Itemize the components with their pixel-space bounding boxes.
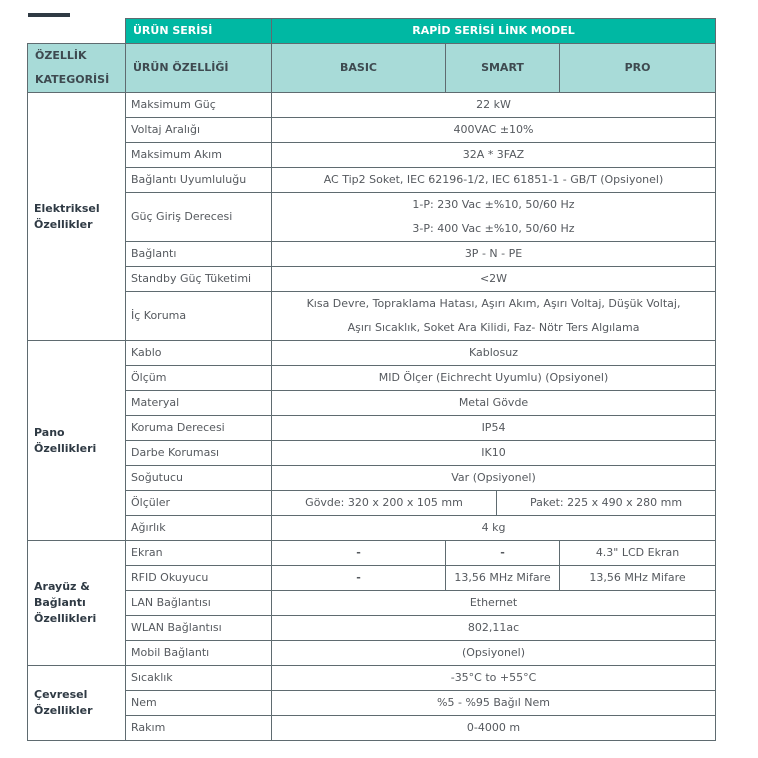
value-line: Aşırı Sıcaklık, Soket Ara Kilidi, Faz- Nötr Ters Algılama bbox=[347, 321, 640, 334]
value-smart: - bbox=[446, 541, 560, 566]
feature-value: 400VAC ±10% bbox=[272, 118, 716, 143]
feature-value-dimensions bbox=[272, 491, 716, 516]
feature-value bbox=[272, 292, 716, 341]
feature-label: İç Koruma bbox=[126, 292, 272, 341]
feature-value: 0-4000 m bbox=[272, 716, 716, 741]
value-line: 1-P: 230 Vac ±%10, 50/60 Hz bbox=[412, 198, 575, 211]
feature-value: IK10 bbox=[272, 441, 716, 466]
feature-value: 22 kW bbox=[272, 93, 716, 118]
feature-value: Var (Opsiyonel) bbox=[272, 466, 716, 491]
header-ozellik-kategorisi bbox=[28, 44, 126, 93]
category-line: Pano bbox=[34, 425, 65, 439]
feature-label: Sıcaklık bbox=[126, 666, 272, 691]
feature-label: LAN Bağlantısı bbox=[126, 591, 272, 616]
feature-value: Kablosuz bbox=[272, 341, 716, 366]
header-blank bbox=[28, 19, 126, 44]
table-row bbox=[28, 193, 716, 242]
feature-value: 3P - N - PE bbox=[272, 242, 716, 267]
category-line: Arayüz & bbox=[34, 580, 90, 593]
table-row bbox=[28, 292, 716, 341]
spec-table bbox=[27, 18, 716, 741]
table-row bbox=[28, 691, 716, 716]
category-line: Özellikleri bbox=[34, 441, 97, 455]
table-row bbox=[28, 391, 716, 416]
feature-value: IP54 bbox=[272, 416, 716, 441]
header-urun-ozelligi: ÜRÜN ÖZELLİĞİ bbox=[126, 44, 272, 93]
category-elektriksel bbox=[28, 93, 126, 341]
feature-label: Standby Güç Tüketimi bbox=[126, 267, 272, 292]
feature-value bbox=[272, 193, 716, 242]
table-row bbox=[28, 716, 716, 741]
category-line: Elektriksel bbox=[34, 201, 100, 215]
header-basic: BASIC bbox=[272, 44, 446, 93]
feature-label: Maksimum Güç bbox=[126, 93, 272, 118]
feature-label: Darbe Koruması bbox=[126, 441, 272, 466]
value-basic: - bbox=[272, 541, 446, 566]
feature-label: Ölçüm bbox=[126, 366, 272, 391]
value-basic: - bbox=[272, 566, 446, 591]
table-row bbox=[28, 491, 716, 516]
feature-label: Materyal bbox=[126, 391, 272, 416]
table-row bbox=[28, 666, 716, 691]
dimensions-split bbox=[272, 491, 715, 515]
table-row bbox=[28, 641, 716, 666]
table-row bbox=[28, 168, 716, 193]
decorative-bar bbox=[28, 13, 70, 17]
feature-value: (Opsiyonel) bbox=[272, 641, 716, 666]
feature-value: AC Tip2 Soket, IEC 62196-1/2, IEC 61851-1 - GB/T (Opsiyonel) bbox=[272, 168, 716, 193]
table-row bbox=[28, 441, 716, 466]
header-smart: SMART bbox=[446, 44, 560, 93]
table-row bbox=[28, 366, 716, 391]
feature-value: MID Ölçer (Eichrecht Uyumlu) (Opsiyonel) bbox=[272, 366, 716, 391]
category-line: Özellikler bbox=[34, 704, 93, 717]
feature-label: Maksimum Akım bbox=[126, 143, 272, 168]
value-smart: 13,56 MHz Mifare bbox=[446, 566, 560, 591]
category-line: Özellikleri bbox=[34, 612, 97, 625]
table-row bbox=[28, 566, 716, 591]
header-row-series bbox=[28, 19, 716, 44]
feature-label: Kablo bbox=[126, 341, 272, 366]
feature-label: Bağlantı Uyumluluğu bbox=[126, 168, 272, 193]
header-pro: PRO bbox=[560, 44, 716, 93]
feature-label: Ağırlık bbox=[126, 516, 272, 541]
table-row bbox=[28, 242, 716, 267]
category-line: Özellikler bbox=[34, 217, 93, 231]
header-urun-serisi: ÜRÜN SERİSİ bbox=[126, 19, 272, 44]
feature-label: Ekran bbox=[126, 541, 272, 566]
table-row bbox=[28, 616, 716, 641]
table-row bbox=[28, 341, 716, 366]
feature-value: Ethernet bbox=[272, 591, 716, 616]
feature-value: 32A * 3FAZ bbox=[272, 143, 716, 168]
feature-label: Ölçüler bbox=[126, 491, 272, 516]
feature-label: Rakım bbox=[126, 716, 272, 741]
feature-value: <2W bbox=[272, 267, 716, 292]
category-pano bbox=[28, 341, 126, 541]
header-ozellik-line2: KATEGORİSİ bbox=[35, 73, 110, 86]
category-line: Bağlantı bbox=[34, 596, 86, 609]
category-arayuz bbox=[28, 541, 126, 666]
table-row bbox=[28, 118, 716, 143]
table-row bbox=[28, 93, 716, 118]
feature-value: %5 - %95 Bağıl Nem bbox=[272, 691, 716, 716]
paket-dimensions: Paket: 225 x 490 x 280 mm bbox=[529, 496, 683, 509]
feature-label: WLAN Bağlantısı bbox=[126, 616, 272, 641]
value-pro: 13,56 MHz Mifare bbox=[560, 566, 716, 591]
table-row bbox=[28, 267, 716, 292]
govde-dimensions: Gövde: 320 x 200 x 105 mm bbox=[272, 491, 497, 515]
header-ozellik-line1: ÖZELLİK bbox=[35, 49, 87, 62]
feature-label: Koruma Derecesi bbox=[126, 416, 272, 441]
feature-value: 4 kg bbox=[272, 516, 716, 541]
feature-label: Voltaj Aralığı bbox=[126, 118, 272, 143]
feature-value: 802,11ac bbox=[272, 616, 716, 641]
value-line: 3-P: 400 Vac ±%10, 50/60 Hz bbox=[412, 222, 575, 235]
value-line: Kısa Devre, Topraklama Hatası, Aşırı Akım, Aşırı Voltaj, Düşük Voltaj, bbox=[306, 297, 681, 310]
feature-label: Bağlantı bbox=[126, 242, 272, 267]
feature-label: Nem bbox=[126, 691, 272, 716]
table-row bbox=[28, 516, 716, 541]
category-cevresel bbox=[28, 666, 126, 741]
table-row bbox=[28, 143, 716, 168]
feature-label: Mobil Bağlantı bbox=[126, 641, 272, 666]
table-row bbox=[28, 416, 716, 441]
header-row-columns bbox=[28, 44, 716, 93]
header-model: RAPİD SERİSİ LİNK MODEL bbox=[272, 19, 716, 44]
feature-label: Soğutucu bbox=[126, 466, 272, 491]
table-row bbox=[28, 591, 716, 616]
table-row bbox=[28, 466, 716, 491]
category-line: Çevresel bbox=[34, 688, 88, 701]
feature-value: Metal Gövde bbox=[272, 391, 716, 416]
feature-label: RFID Okuyucu bbox=[126, 566, 272, 591]
feature-label: Güç Giriş Derecesi bbox=[126, 193, 272, 242]
feature-value: -35°C to +55°C bbox=[272, 666, 716, 691]
table-row bbox=[28, 541, 716, 566]
value-pro: 4.3" LCD Ekran bbox=[560, 541, 716, 566]
